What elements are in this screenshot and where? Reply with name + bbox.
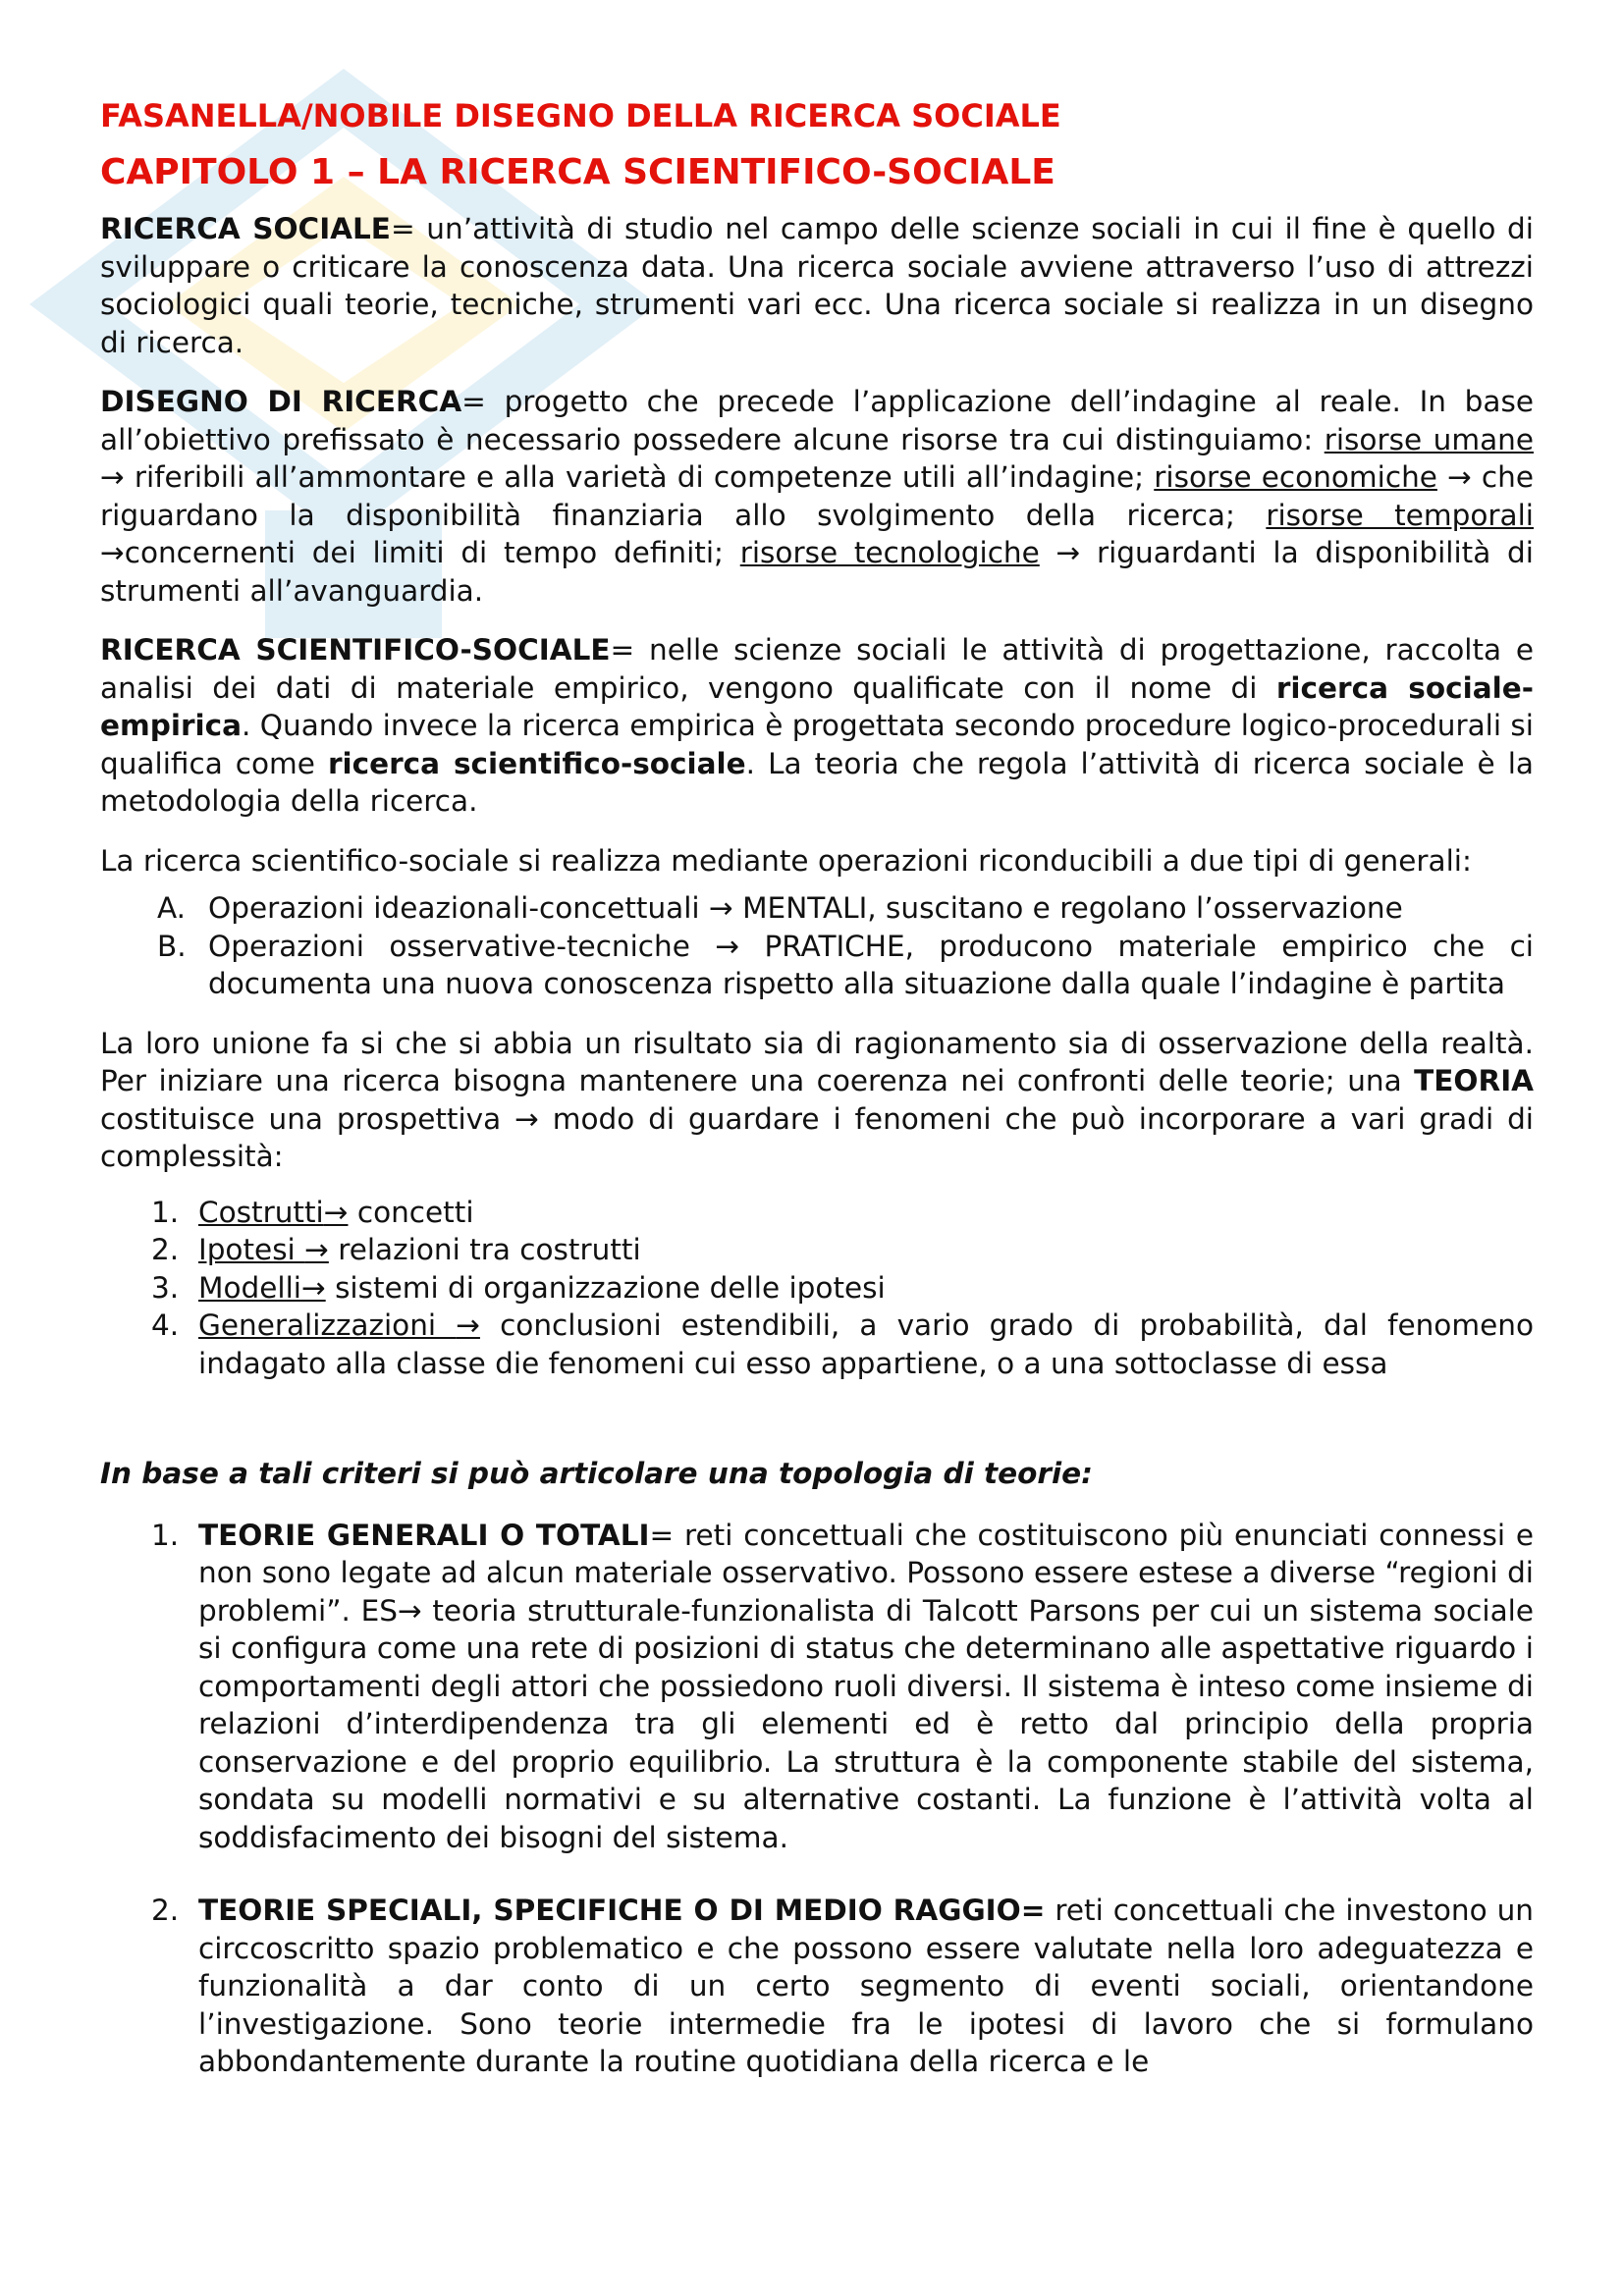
list-item: 3. Modelli→ sistemi di organizzazione delle ipotesi (151, 1270, 886, 1305)
arrow-icon: → (304, 1233, 329, 1266)
arrow-icon: → (1447, 460, 1472, 494)
underline-risorse-economiche: risorse economiche (1154, 460, 1437, 494)
term-disegno-di-ricerca: DISEGNO DI RICERCA (100, 385, 462, 418)
arrow-icon: → (715, 929, 740, 963)
chapter-title: CAPITOLO 1 – LA RICERCA SCIENTIFICO-SOCIALE (100, 152, 1055, 192)
underline-risorse-tecnologiche: risorse tecnologiche (739, 536, 1040, 569)
arrow-icon: → (300, 1270, 326, 1305)
complexity-levels-list (100, 1194, 1534, 1383)
paragraph-teoria: La loro unione fa si che si abbia un risultato sia di ragionamento sia di osservazione della realtà. Per iniziare una ricerca bisogna mantenere una coerenza nei confronti delle teorie; una TEORIA costituisce una prospettiva → modo di guardare i fenomeni che può incorporare a vari gradi di complessità: (100, 1026, 1534, 1173)
list-item: A. Operazioni ideazionali-concettuali → MENTALI, suscitano e regolano l’osservazione (157, 891, 1403, 925)
theories-list (100, 1517, 1534, 2081)
term-ricerca-sociale: RICERCA SOCIALE (100, 212, 391, 245)
document-title: FASANELLA/NOBILE DISEGNO DELLA RICERCA SOCIALE (100, 97, 1061, 134)
term-teorie-generali: TEORIE GENERALI O TOTALI (198, 1518, 650, 1552)
arrow-icon: → (709, 891, 733, 925)
paragraph-operazioni-intro: La ricerca scientifico-sociale si realizza mediante operazioni riconducibili a due tipi di generali: (100, 843, 1472, 878)
operations-list (100, 889, 1534, 1003)
underline-risorse-temporali: risorse temporali (1266, 498, 1534, 532)
arrow-icon: → (100, 536, 125, 569)
list-item: 1. TEORIE GENERALI O TOTALI= reti concettuali che costituiscono più enunciati connessi e non sono legate ad alcun materiale osservativo. Possono essere estese a diverse “regioni di problemi”. ES→ teoria strutturale-funzionalista di Talcott Parsons per cui un sistema sociale si configura come una rete di posizioni di status che determinano alle aspettative riguardo i comportamenti degli attori che possiedono ruoli diversi. Il sistema è inteso come insieme di relazioni d’interdipendenza tra gli elementi ed è retto dal principio della propria conservazione e del proprio equilibrio. La struttura è la componente stabile del sistema, sondata su modelli normativi e su alternative costanti. La funzione è l’attività volta al soddisfacimento dei bisogni del sistema. (151, 1518, 1535, 1854)
list-item: 2. Ipotesi → relazioni tra costrutti (151, 1233, 641, 1266)
term-teorie-speciali: TEORIE SPECIALI, SPECIFICHE O DI MEDIO RAGGIO= (198, 1894, 1046, 1927)
paragraph-ricerca-sociale: RICERCA SOCIALE= un’attività di studio nel campo delle scienze sociali in cui il fine è quello di sviluppare o criticare la conoscenza data. Una ricerca sociale avviene attraverso l’uso di attrezzi sociologici quali teorie, tecniche, strumenti vari ecc. Una ricerca sociale si realizza in un disegno di ricerca. (100, 212, 1534, 359)
arrow-icon: → (100, 460, 125, 494)
arrow-icon: → (456, 1308, 480, 1342)
underline-risorse-umane: risorse umane (1324, 422, 1534, 456)
document-page (100, 94, 1534, 2103)
term-ricerca-sociale-empirica: ricerca sociale-empirica (100, 670, 1534, 742)
paragraph-ricerca-scientifico-sociale: RICERCA SCIENTIFICO-SOCIALE= nelle scienze sociali le attività di progettazione, raccolta e analisi dei dati di materiale empirico, vengono qualificate con il nome di ricerca sociale-empirica. Quando invece la ricerca empirica è progettata secondo procedure logico-procedurali si qualifica come ricerca scientifico-sociale. La teoria che regola l’attività di ricerca sociale è la metodologia della ricerca. (100, 633, 1534, 818)
list-item: 4. Generalizzazioni → conclusioni estendibili, a vario grado di probabilità, dal fenomeno indagato alla classe die fenomeni cui esso appartiene, o a una sottoclasse di essa (151, 1308, 1534, 1380)
list-item: B. Operazioni osservative-tecniche → PRATICHE, producono materiale empirico che ci documenta una nuova conoscenza rispetto alla situazione dalla quale l’indagine è partita (157, 929, 1535, 1000)
term-ricerca-scientifico-sociale-inline: ricerca scientifico-sociale (327, 746, 746, 780)
paragraph-disegno-di-ricerca: DISEGNO DI RICERCA= progetto che precede l’applicazione dell’indagine al reale. In base all’obiettivo prefissato è necessario possedere alcune risorse tra cui distinguiamo: risorse umane → riferibili all’ammontare e alla varietà di competenze utili all’indagine; risorse economiche → che riguardano la disponibilità finanziaria allo svolgimento della ricerca; risorse temporali →concernenti dei limiti di tempo definiti; risorse tecnologiche → riguardanti la disponibilità di strumenti all’avanguardia. (100, 385, 1534, 608)
term-teoria: TEORIA (1414, 1064, 1534, 1097)
section-subheading: In base a tali criteri si può articolare una topologia di teorie: (100, 1457, 1093, 1490)
arrow-icon: → (1055, 536, 1081, 569)
list-item: 2. TEORIE SPECIALI, SPECIFICHE O DI MEDIO RAGGIO= reti concettuali che investono un circcoscritto spazio problematico e che possono essere valutate nella loro adeguatezza e funzionalità a dar conto di un certo segmento di eventi sociali, orientandone l’investigazione. Sono teorie intermedie fra le ipotesi di lavoro che si formulano abbondantemente durante la routine quotidiana della ricerca e le (151, 1894, 1534, 2078)
term-ricerca-scientifico-sociale: RICERCA SCIENTIFICO-SOCIALE (100, 633, 611, 667)
arrow-icon: → (397, 1593, 422, 1628)
list-item: 1. Costrutti→ concetti (151, 1195, 474, 1229)
arrow-icon: → (323, 1195, 349, 1229)
arrow-icon: → (514, 1101, 539, 1136)
